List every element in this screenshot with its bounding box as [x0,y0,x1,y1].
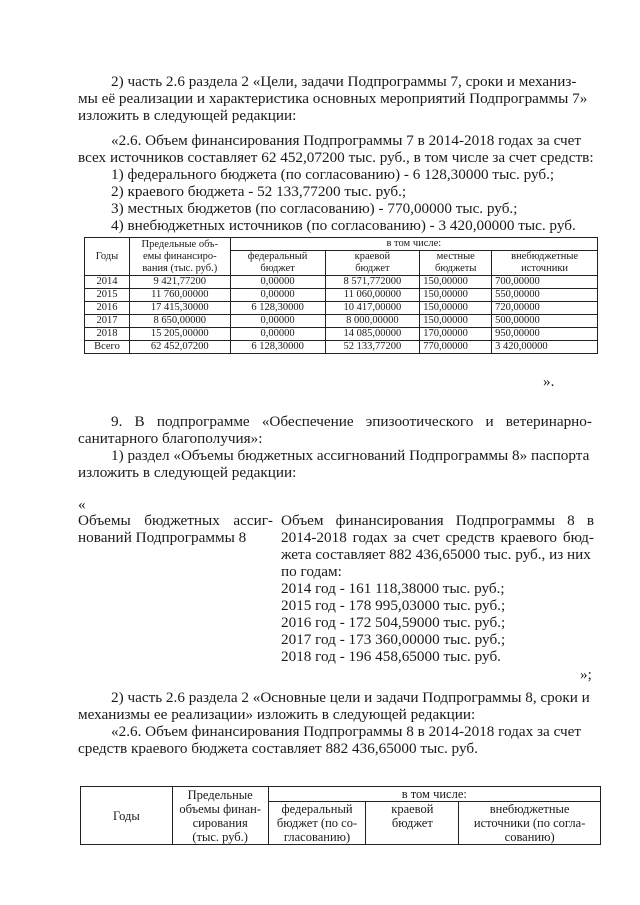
table-cell: 150,00000 [420,315,492,328]
table-cell: 6 128,30000 [230,341,325,354]
source-line: 4) внебюджетных источников (по согласованию) - 3 420,00000 тыс. руб. [111,217,576,234]
table-cell: 150,00000 [420,289,492,302]
paragraph-line: изложить в следующей редакции: [78,107,297,124]
table-cell: 52 133,77200 [325,341,420,354]
table-cell: 8 571,772000 [325,276,420,289]
table-cell: 14 085,00000 [325,328,420,341]
passport-year-line: 2014 год - 161 118,38000 тыс. руб.; [281,580,505,597]
paragraph-line: 1) раздел «Объемы бюджетных ассигнований Подпрограммы 8» паспорта [111,447,590,464]
header-federal: федеральный бюджет [230,251,325,276]
financing-table-7 [84,237,598,354]
paragraph-line: 9. В подпрограмме «Обеспечение эпизоотического и ветеринарно- [111,413,592,430]
paragraph-line: мы её реализации и характеристика основных мероприятий Подпрограммы 7» [78,90,588,107]
table-cell: 700,00000 [492,276,598,289]
table-cell: 720,00000 [492,302,598,315]
table-cell: 8 000,00000 [325,315,420,328]
passport-year-line: 2016 год - 172 504,59000 тыс. руб.; [281,614,506,631]
table-cell: 2018 [85,328,130,341]
paragraph-line: изложить в следующей редакции: [78,464,297,481]
passport-label: Объемы бюджетных ассиг- нований Подпрограммы 8 [78,512,273,546]
table-cell: 770,00000 [420,341,492,354]
source-line: 2) краевого бюджета - 52 133,77200 тыс. руб.; [111,183,407,200]
header-years: Годы [85,238,130,276]
header-including: в том числе: [230,238,597,251]
table-cell: 15 205,00000 [129,328,230,341]
financing-table-8 [80,786,601,845]
closing-quote: ». [543,373,555,390]
table-cell: 950,00000 [492,328,598,341]
passport-value-line: Объем финансирования Подпрограммы 8 в [281,512,594,529]
passport-year-line: 2015 год - 178 995,03000 тыс. руб.; [281,597,506,614]
header-extrabudget: внебюджетные источники (по согла- сованию) [459,802,601,845]
table-cell: 10 417,00000 [325,302,420,315]
closing-quote: »; [580,666,592,683]
open-quote: « [78,496,86,513]
table-cell: 170,00000 [420,328,492,341]
header-regional: краевой бюджет [325,251,420,276]
paragraph-line: «2.6. Объем финансирования Подпрограммы 7 в 2014-2018 годах за счет [111,132,582,149]
paragraph-line: механизмы ее реализации» изложить в следующей редакции: [78,706,476,723]
table-cell: 6 128,30000 [230,302,325,315]
table-cell: 0,00000 [230,328,325,341]
source-line: 3) местных бюджетов (по согласованию) - 770,00000 тыс. руб.; [111,200,518,217]
passport-year-line: 2017 год - 173 360,00000 тыс. руб.; [281,631,506,648]
table-cell: 2017 [85,315,130,328]
passport-value-line: по годам: [281,563,342,580]
table-cell: 11 760,00000 [129,289,230,302]
paragraph-line: 2) часть 2.6 раздела 2 «Цели, задачи Подпрограммы 7, сроки и механиз- [111,73,577,90]
header-years: Годы [81,787,173,845]
table-row [85,315,598,328]
header-federal: федеральный бюджет (по со- гласованию) [268,802,366,845]
header-local: местные бюджеты [420,251,492,276]
passport-year-line: 2018 год - 196 458,65000 тыс. руб. [281,648,501,665]
table-row [85,289,598,302]
table-row [85,276,598,289]
table-cell: 11 060,00000 [325,289,420,302]
table-cell: 2014 [85,276,130,289]
table-cell: 0,00000 [230,276,325,289]
source-line: 1) федерального бюджета (по согласованию) - 6 128,30000 тыс. руб.; [111,166,555,183]
table-row-total [85,341,598,354]
paragraph-line: санитарного благополучия»: [78,430,263,447]
header-including: в том числе: [268,787,600,802]
table-cell: 150,00000 [420,302,492,315]
table-row [85,302,598,315]
table-cell: 500,00000 [492,315,598,328]
table-cell: 2015 [85,289,130,302]
header-extrabudget: внебюджетные источники [492,251,598,276]
paragraph-line: средств краевого бюджета составляет 882 436,65000 тыс. руб. [78,740,478,757]
table-cell: 62 452,07200 [129,341,230,354]
table-cell: 550,00000 [492,289,598,302]
paragraph-line: «2.6. Объем финансирования Подпрограммы 8 в 2014-2018 годах за счет [111,723,582,740]
table-cell: 150,00000 [420,276,492,289]
header-limit: Предельные объемы финан- сирования (тыс. руб.) [172,787,268,845]
table-cell: 0,00000 [230,315,325,328]
table-cell: 17 415,30000 [129,302,230,315]
table-cell: Всего [85,341,130,354]
header-limit: Предельные объ- емы финансиро- вания (тыс. руб.) [129,238,230,276]
passport-value-line: жета составляет 882 436,65000 тыс. руб., из них [281,546,591,563]
table-cell: 0,00000 [230,289,325,302]
table-cell: 2016 [85,302,130,315]
table-row [85,328,598,341]
table-cell: 9 421,77200 [129,276,230,289]
table-cell: 8 650,00000 [129,315,230,328]
table-cell: 3 420,00000 [492,341,598,354]
paragraph-line: 2) часть 2.6 раздела 2 «Основные цели и задачи Подпрограммы 8, сроки и [111,689,590,706]
passport-value-line: 2014-2018 годах за счет средств краевого бюд- [281,529,594,546]
header-regional: краевой бюджет [366,802,459,845]
paragraph-line: всех источников составляет 62 452,07200 тыс. руб., в том числе за счет средств: [78,149,594,166]
